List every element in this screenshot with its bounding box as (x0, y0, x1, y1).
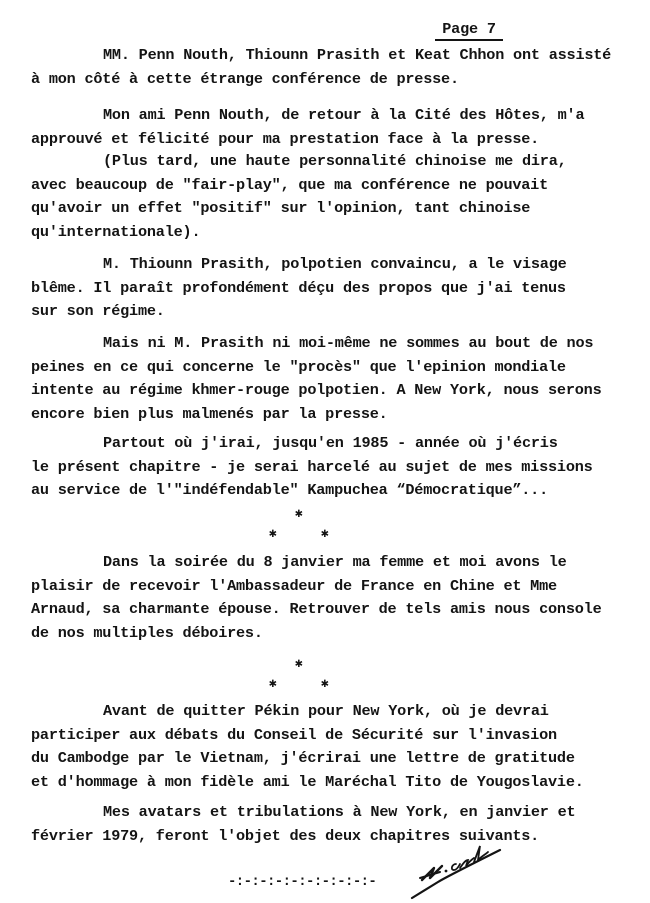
paragraph-2 (31, 104, 650, 151)
paragraph-line: plaisir de recevoir l'Ambassadeur de France en Chine et Mme (31, 576, 557, 595)
paragraph-line: au service de l'"indéfendable" Kampuchea “Démocratique”... (31, 481, 549, 499)
paragraph-line: qu'avoir un effet "positif" sur l'opinion, tant chinoise (31, 199, 531, 217)
paragraph-line: Mes avatars et tribulations à New York, en janvier et (103, 803, 576, 821)
paragraph-5 (31, 332, 650, 426)
paragraph-line: avec beaucoup de "fair-play", que ma conférence ne pouvait (31, 175, 549, 194)
paragraph-line: MM. Penn Nouth, Thiounn Prasith et Keat Chhon ont assisté (103, 46, 612, 64)
paragraph-line: Mais ni M. Prasith ni moi-même ne sommes au bout de nos (103, 334, 594, 352)
page-number: Page 7 (435, 20, 503, 41)
paragraph-line: sur son régime. (31, 302, 165, 320)
paragraph-line: du Cambodge par le Vietnam, j'écrirai une lettre de gratitude (31, 749, 575, 767)
paragraph-line: et d'hommage à mon fidèle ami le Maréchal Tito de Yougoslavie. (31, 772, 584, 791)
asterisk-icon: ✱ (295, 506, 303, 521)
end-separator: -:-:-:-:-:-:-:-:-:- (228, 874, 377, 890)
paragraph-line: février 1979, feront l'objet des deux chapitres suivants. (31, 826, 540, 845)
paragraph-line: encore bien plus malmenés par la presse. (31, 404, 388, 423)
paragraph-8 (31, 700, 650, 794)
paragraph-line: de nos multiples déboires. (31, 623, 263, 642)
paragraph-line: blême. Il paraît profondément déçu des propos que j'ai tenus (31, 278, 566, 297)
paragraph-line: M. Thiounn Prasith, polpotien convaincu, a le visage (103, 255, 567, 273)
paragraph-line: intente au régime khmer-rouge polpotien. A New York, nous serons (31, 381, 602, 399)
paragraph-line: qu'internationale). (31, 222, 201, 241)
asterisk-icon: ✱ (269, 526, 277, 541)
paragraph-7 (31, 551, 650, 645)
paragraph-line: Mon ami Penn Nouth, de retour à la Cité des Hôtes, m'a (103, 106, 585, 124)
paragraph-line: Avant de quitter Pékin pour New York, où je devrai (103, 702, 549, 720)
paragraph-line: (Plus tard, une haute personnalité chinoise me dira, (103, 152, 567, 170)
section-break-asterism (0, 657, 650, 697)
asterisk-icon: ✱ (321, 526, 329, 541)
paragraph-3 (31, 150, 650, 244)
paragraph-line: à mon côté à cette étrange conférence de presse. (31, 69, 459, 88)
paragraph-9 (31, 801, 650, 848)
asterisk-icon: ✱ (295, 656, 303, 671)
paragraph-line: approuvé et félicité pour ma prestation face à la presse. (31, 129, 540, 148)
asterisk-icon: ✱ (269, 676, 277, 691)
section-break-asterism (0, 507, 650, 547)
paragraph-line: peines en ce qui concerne le "procès" que l'epinion mondiale (31, 357, 566, 376)
paragraph-line: Dans la soirée du 8 janvier ma femme et moi avons le (103, 553, 567, 571)
handwritten-signature-icon (408, 838, 504, 902)
paragraph-line: Arnaud, sa charmante épouse. Retrouver de tels amis nous console (31, 600, 602, 618)
paragraph-6 (31, 432, 650, 503)
paragraph-4 (31, 253, 650, 324)
paragraph-line: Partout où j'irai, jusqu'en 1985 - année où j'écris (103, 434, 558, 452)
paragraph-line: participer aux débats du Conseil de Sécurité sur l'invasion (31, 725, 557, 744)
paragraph-line: le présent chapitre - je serai harcelé au sujet de mes missions (31, 457, 593, 476)
asterisk-icon: ✱ (321, 676, 329, 691)
paragraph-1 (31, 44, 650, 91)
